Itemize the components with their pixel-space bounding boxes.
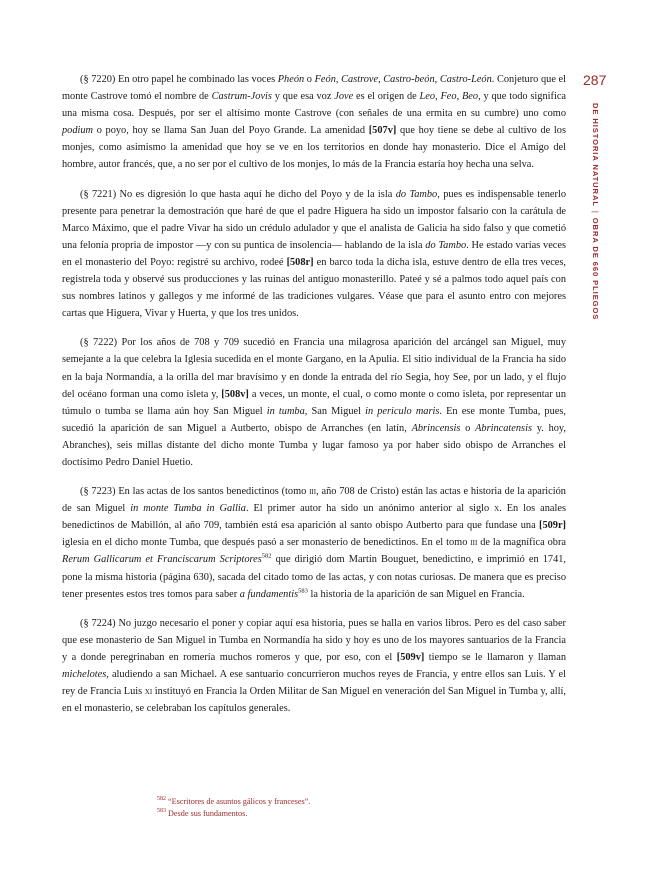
text-run: instituyó en Francia la Orden Militar de San Miguel en veneración del San Miguel in Tumba y, allí, en el monasterio, se celebraban los capítulos generales.: [62, 686, 566, 715]
italic-term: Abrincensis: [411, 422, 461, 434]
italic-term: Castro-León: [439, 74, 492, 85]
text-run: ,: [456, 91, 462, 103]
italic-term: Beo: [461, 91, 479, 103]
italic-term: podium: [62, 125, 94, 137]
italic-term: Pheón: [277, 74, 305, 85]
footnote-text: “Escritores de asuntos gálicos y franceses”.: [168, 797, 311, 806]
paragraph: [62, 71, 566, 174]
text-run: , San Miguel: [304, 405, 366, 417]
italic-term: Feón: [314, 74, 336, 85]
italic-term: Castro-beón: [383, 74, 435, 85]
text-run: , año 708 de Cristo) están las actas e historia de la aparición de san Miguel: [62, 486, 566, 515]
footnote: [157, 796, 537, 808]
text-run: . En los anales benedictinos de Mabillón, al año 709, también está esa aparición al santo obispo Autberto para que fundase una: [62, 503, 566, 532]
running-header-left: DE HISTORIA NATURAL: [591, 103, 600, 207]
text-run: , aludiendo a san Michael. A ese santuario concurrieron muchos reyes de Francia, y entre ellos san Luis. Y el rey de Francia Luis: [62, 669, 566, 698]
roman-numeral: iii: [309, 486, 317, 498]
footnote-number: 583: [157, 808, 166, 815]
text-run: (§ 7224) No juzgo necesario el poner y copiar aquí esa historia, pues se halla en varios libros. Pero es del caso saber que ese monasterio de San Miguel in Tumba en Normandía ha sido y hoy es uno de los mayores santuarios de la Francia y a donde peregrinaban en romería muchos romeros y que, por eso, con el: [62, 617, 566, 663]
body-text: [62, 71, 566, 729]
italic-term: do Tambo: [395, 188, 438, 200]
text-run: , y que todo significa una misma cosa. Después, por ser el altísimo monte Castrove (con señales de una ermita en su cumbre) uno como: [62, 91, 567, 120]
italic-term: michelotes: [62, 669, 107, 680]
text-run: o: [460, 422, 476, 434]
text-run: . He estado varias veces en el monasterio del Poyo: registré su archivo, rodeé: [62, 239, 566, 268]
italic-term: Rerum Gallicarum et Franciscarum Scriptores: [62, 554, 262, 566]
text-run: y que esa voz: [271, 91, 335, 103]
text-run: tiempo se le llamaron y llaman: [424, 651, 566, 663]
footnotes: [157, 796, 537, 820]
italic-term: Feo: [440, 91, 457, 103]
paragraph: [62, 483, 566, 603]
folio-marker: [509r]: [539, 520, 566, 532]
italic-term: in monte Tumba in Gallia: [130, 503, 246, 515]
footnote-text: Desde sus fundamentos.: [168, 809, 248, 818]
text-run: (§ 7220) En otro papel he combinado las voces: [80, 74, 278, 85]
text-run: . El primer autor ha sido un anónimo anterior al siglo: [245, 503, 495, 515]
text-run: la historia de la aparición de san Miguel en Francia.: [307, 588, 525, 600]
roman-numeral: iii: [470, 537, 478, 549]
text-run: de la magnífica obra: [477, 537, 566, 549]
text-run: (§ 7221) No es digresión lo que hasta aquí he dicho del Poyo y de la isla: [80, 188, 396, 200]
text-run: que hoy tiene se debe al cultivo de los monjes, como asimismo la amenidad que hoy se ve en los territorios en donde hay monasterio. Dice el Amigo del hombre, autor francés, que, a no ser por el cultivo de los monjes, lo más de la Francia estaría hoy hecha una selva.: [62, 125, 566, 171]
text-run: ,: [335, 74, 342, 85]
folio-marker: [508v]: [221, 388, 249, 400]
text-run: (§ 7222) Por los años de 708 y 709 sucedió en Francia una milagrosa aparición del arcángel san Miguel, muy semejante a la que celebra la Iglesia sucedida en el monte Gargano, en la Apulia. El sitio individual de la Francia ha sido en la baja Normandía, a la orilla del mar bravísimo y en donde la entrada del río Segia, hoy See, por un lado, y el flujo del océano forman una como isleta y,: [62, 337, 566, 400]
text-run: es el origen de: [353, 91, 420, 103]
folio-marker: [507v]: [368, 125, 397, 137]
text-run: o: [304, 74, 315, 85]
text-run: ,: [434, 74, 440, 85]
running-header-right: OBRA DE 660 PLIEGOS: [591, 217, 600, 321]
footnote: [157, 808, 537, 820]
page-number: 287: [583, 72, 607, 88]
footnote-number: 582: [157, 796, 166, 803]
italic-term: Castrum-Jovis: [211, 91, 272, 103]
italic-term: in tumba: [266, 405, 305, 417]
text-run: . Conjeturo que el monte Castrove tomó el nombre de: [62, 74, 567, 103]
roman-numeral: xi: [144, 686, 153, 698]
text-run: en barco toda la dicha isla, estuve dentro de ella tres veces, registrela toda y observé sus producciones y las ruinas del antiguo monasterillo. Pateé y sé a palmos todo aquel país con sus nombres latinos y gallegos y me informé de las tradiciones vulgares. Véase que para el asunto entro con mejores cartas que Higuera, Vivar y Huerta, y que los tres unidos.: [62, 256, 567, 320]
text-run: a veces, un monte, el cual, o como monte o como isleta, por representar un túmulo o tumba se llama aún hoy San Miguel: [62, 388, 566, 417]
text-run: y. hoy, Abranches), seis millas distante del dicho monte Tumba y lugar famoso ya por haber sido obispo de Arranches el doctísimo Pedro Daniel Huetio.: [62, 422, 567, 468]
text-run: iglesia en el dicho monte Tumba, que después pasó a ser monasterio de benedictinos. En el tomo: [62, 537, 471, 549]
italic-term: Leo: [419, 91, 436, 103]
text-run: o poyo, hoy se llama San Juan del Poyo Grande. La amenidad: [93, 125, 369, 137]
text-run: que dirigió dom Martín Bouguet, benedictino, e imprimió en 1741, pone la misma historia (página 630), sacada del citado tomo de las actas, y con notas curiosas. De manera que es preciso tener presentes estos tres tomos para saber: [62, 554, 566, 600]
text-run: ,: [378, 74, 384, 85]
roman-numeral: x: [494, 503, 500, 515]
footnote-ref: 582: [261, 553, 272, 560]
footnote-ref: 583: [298, 587, 308, 595]
italic-term: in periculo maris: [365, 405, 440, 417]
running-header-separator: |: [591, 210, 600, 214]
italic-term: Castrove: [341, 74, 379, 85]
text-run: (§ 7223) En las actas de los santos benedictinos (tomo: [80, 486, 310, 498]
italic-term: Jove: [334, 91, 354, 103]
running-header: [587, 103, 601, 343]
text-run: , pues es indispensable tenerlo presente para penetrar la demostración que haré de que el padre Higuera ha sido un impostor falsario con la carátula de Marco Máximo, que el padre Vivar ha sido un crédulo adulador y que el analista de Galicia ha sido falso y que cometió una felonía propria de impostor —y con su puntica de insolencia— hablando de la isla: [62, 188, 567, 251]
italic-term: Abrincatensis: [475, 422, 532, 434]
paragraph: [62, 334, 566, 471]
folio-marker: [509v]: [396, 651, 425, 663]
folio-marker: [508r]: [286, 256, 314, 268]
italic-term: do Tambo: [425, 239, 467, 251]
text-run: . En ese monte Tumba, pues, sucedió la aparición de san Miguel a Autberto, obispo de Arranches (en latín,: [62, 405, 566, 434]
paragraph: [62, 615, 566, 718]
text-run: ,: [435, 91, 441, 103]
italic-term: a fundamentis: [239, 588, 299, 600]
paragraph: [62, 186, 566, 323]
